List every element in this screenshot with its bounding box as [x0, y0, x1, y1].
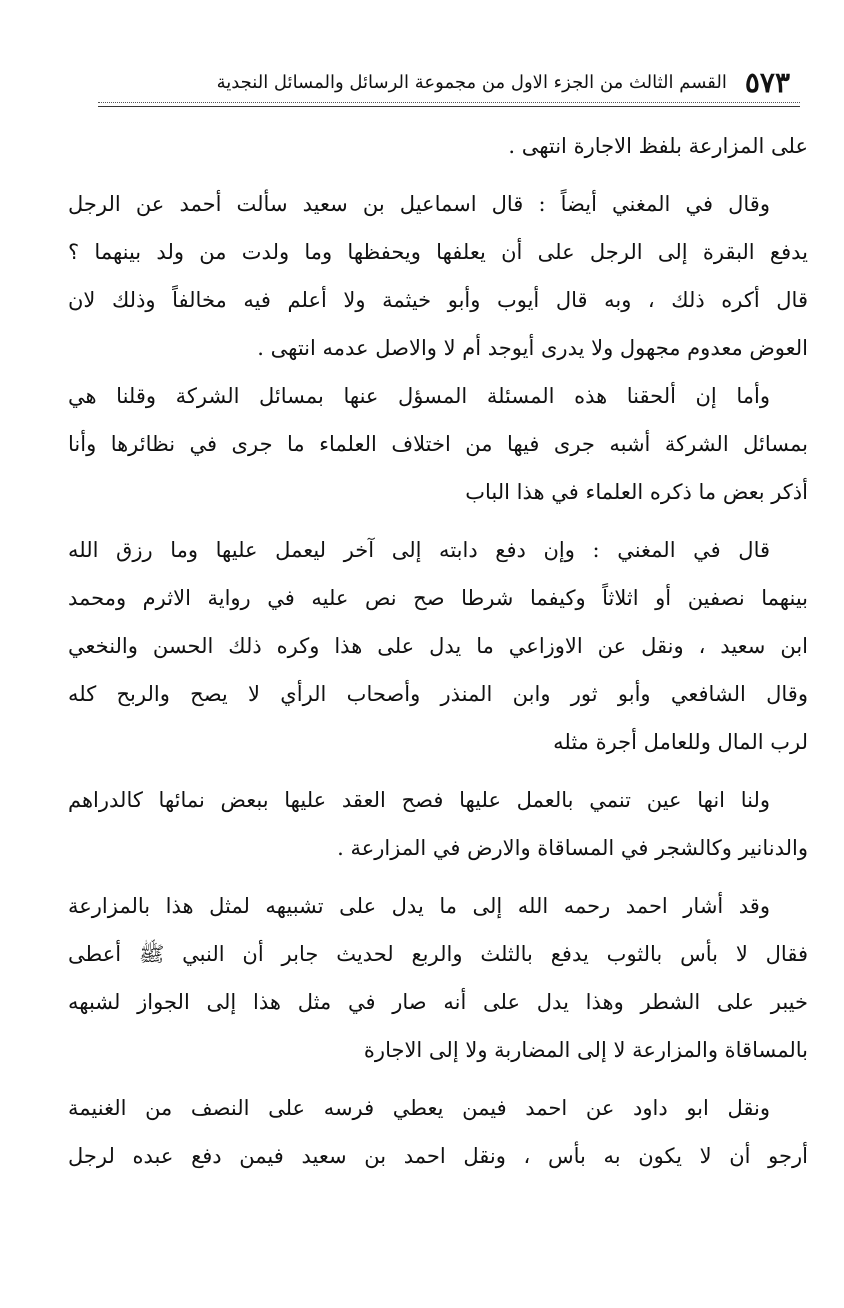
text-line: على المزارعة بلفظ الاجارة انتهى . — [508, 134, 808, 158]
text-line: العوض معدوم مجهول ولا يدرى أيوجد أم لا والاصل عدمه انتهى . — [257, 336, 808, 360]
text-line: خيبر على الشطر وهذا يدل على أنه صار في مثل هذا إلى الجواز لشبهه — [68, 990, 808, 1014]
text-line: فقال لا بأس بالثوب يدفع بالثلث والربع لحديث جابر أن النبي ﷺ أعطى — [68, 942, 808, 966]
text-line: وقال الشافعي وأبو ثور وابن المنذر وأصحاب الرأي لا يصح والربح كله — [68, 682, 808, 706]
text-line: وأما إن ألحقنا هذه المسئلة المسؤل عنها بمسائل الشركة وقلنا هي — [68, 384, 770, 408]
text-line: بينهما نصفين أو اثلاثاً وكيفما شرطا صح نص عليه في رواية الاثرم ومحمد — [68, 586, 808, 610]
text-line: ونقل ابو داود عن احمد فيمن يعطي فرسه على النصف من الغنيمة — [68, 1096, 770, 1120]
text-line: والدنانير وكالشجر في المساقاة والارض في المزارعة . — [337, 836, 808, 860]
text-line: أرجو أن لا يكون به بأس ، ونقل احمد بن سعيد فيمن دفع عبده لرجل — [68, 1144, 808, 1168]
text-line: بالمساقاة والمزارعة لا إلى المضاربة ولا إلى الاجارة — [363, 1038, 808, 1062]
page-number: ٥٧٣ — [744, 65, 790, 99]
text-line: لرب المال وللعامل أجرة مثله — [553, 730, 808, 754]
paragraph-gap — [68, 872, 808, 882]
text-line: قال أكره ذلك ، وبه قال أيوب وأبو خيثمة ولا أعلم فيه مخالفاً وذلك لان — [68, 288, 808, 312]
running-title: القسم الثالث من الجزء الاول من مجموعة الرسائل والمسائل النجدية — [216, 71, 727, 93]
text-line: ابن سعيد ، ونقل عن الاوزاعي ما يدل على هذا وكره ذلك الحسن والنخعي — [68, 634, 808, 658]
text-line: ولنا انها عين تنمي بالعمل عليها فصح العقد عليها ببعض نمائها كالدراهم — [68, 788, 770, 812]
text-line: يدفع البقرة إلى الرجل على أن يعلفها ويحفظها وما ولدت من ولد بينهما ؟ — [68, 240, 808, 264]
paragraph-gap — [68, 516, 808, 526]
header-rule — [98, 106, 800, 107]
paragraph-gap — [68, 170, 808, 180]
text-line: وقال في المغني أيضاً : قال اسماعيل بن سعيد سألت أحمد عن الرجل — [68, 192, 770, 216]
paragraph-gap — [68, 766, 808, 776]
text-line: بمسائل الشركة أشبه جرى فيها من اختلاف العلماء ما جرى في نظائرها وأنا — [68, 432, 808, 456]
text-line: قال في المغني : وإن دفع دابته إلى آخر ليعمل عليها وما رزق الله — [68, 538, 770, 562]
body-text — [68, 122, 808, 1180]
text-line: وقد أشار احمد رحمه الله إلى ما يدل على تشبيهه لمثل هذا بالمزارعة — [68, 894, 770, 918]
paragraph-gap — [68, 1074, 808, 1084]
text-line: أذكر بعض ما ذكره العلماء في هذا الباب — [465, 480, 808, 504]
page-header — [110, 62, 790, 102]
header-dotted-rule — [98, 102, 800, 103]
